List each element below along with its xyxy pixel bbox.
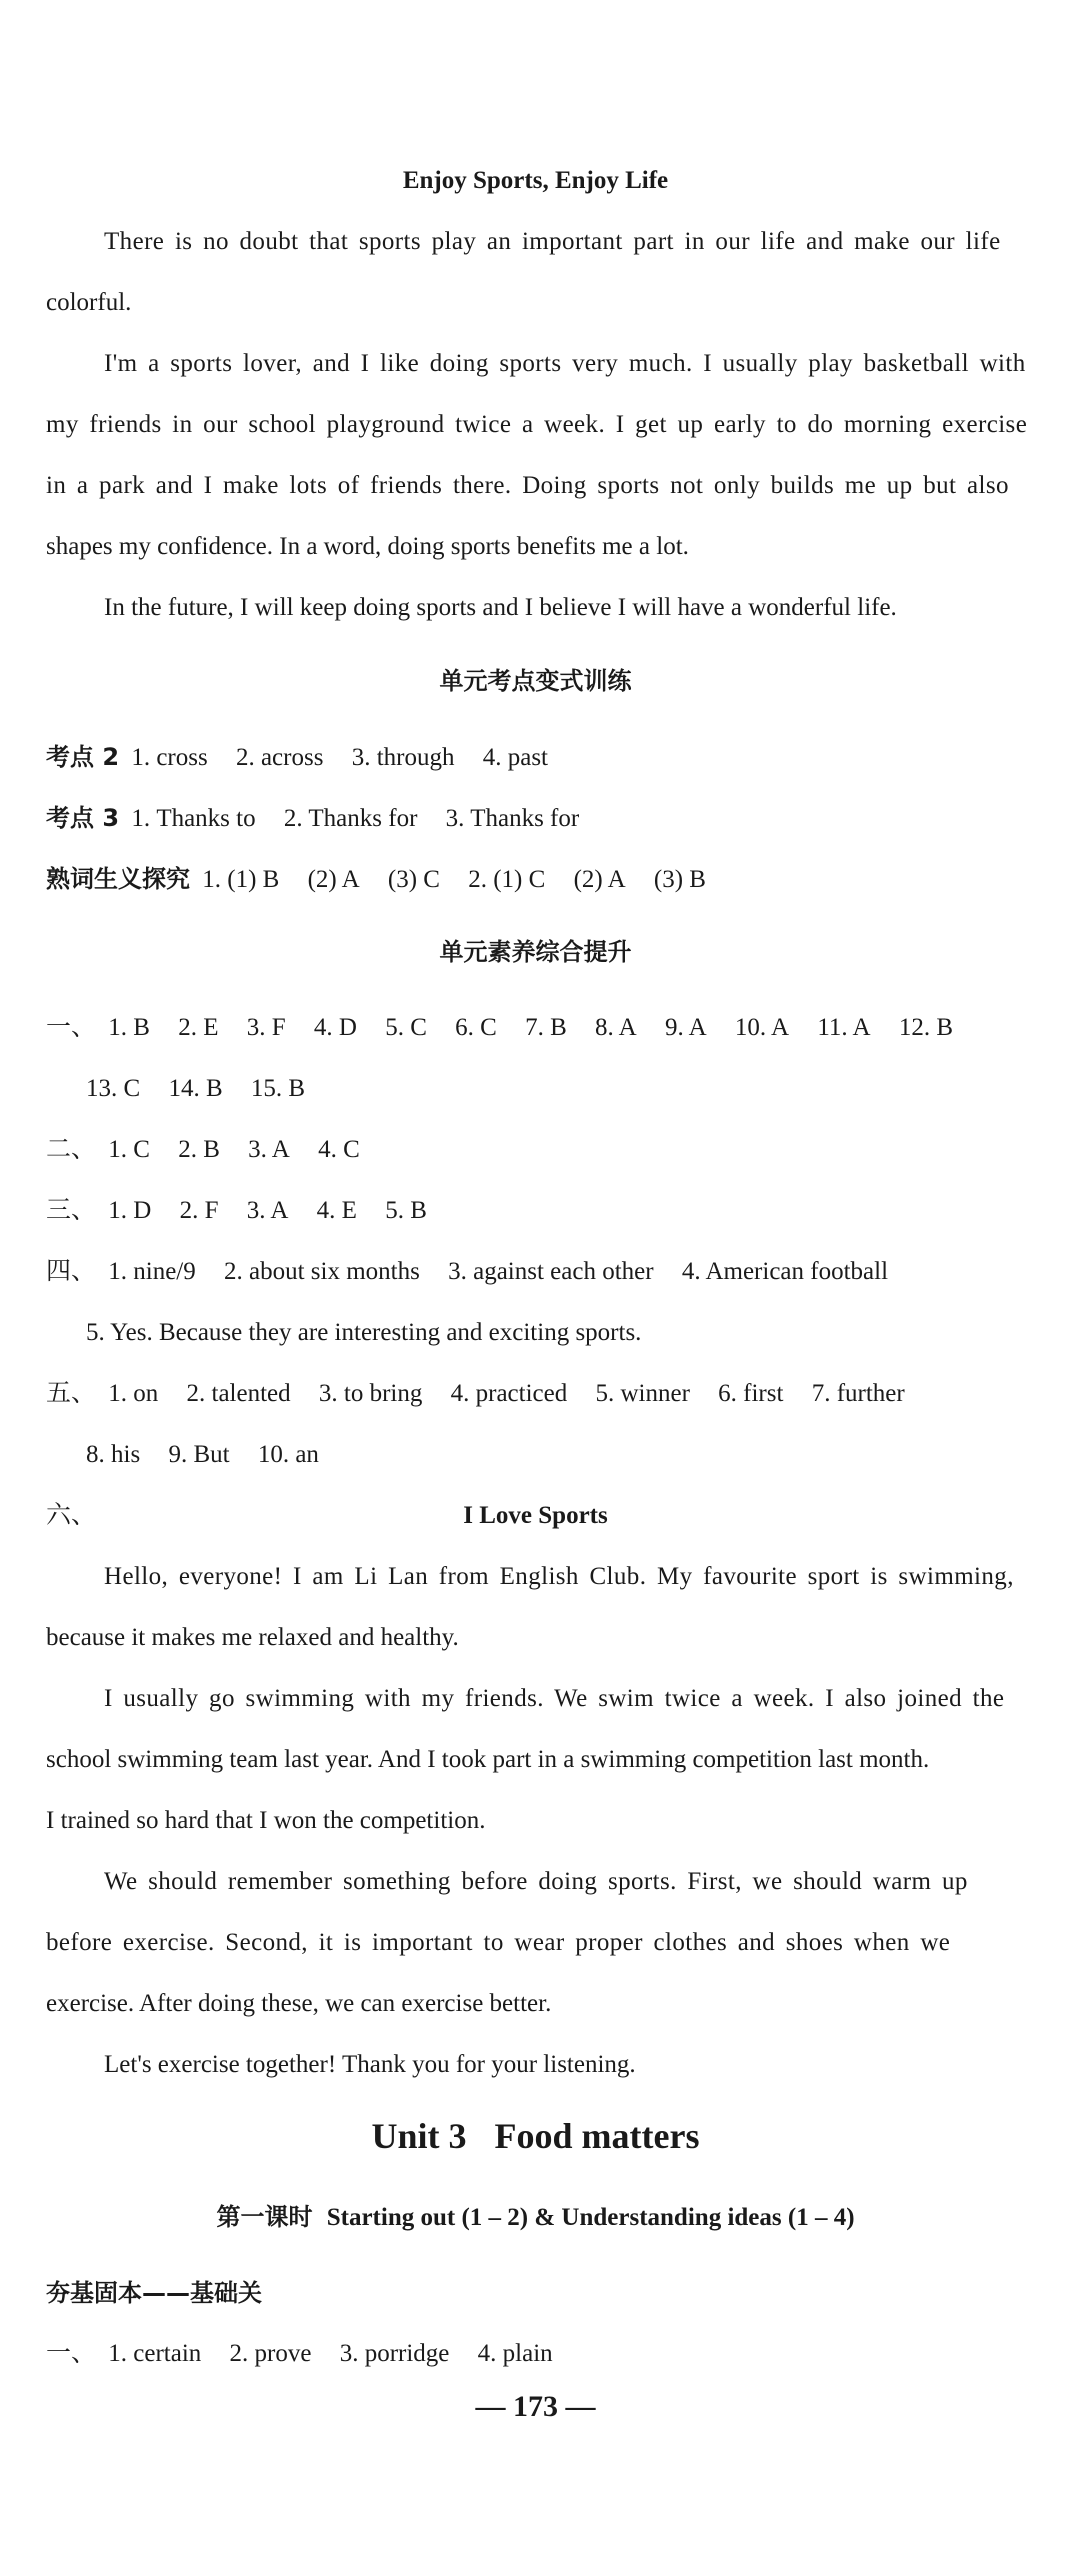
answer-item: 1. cross xyxy=(131,744,208,771)
answer-item: 5. B xyxy=(385,1197,427,1224)
answer-item: 2. across xyxy=(235,744,324,771)
answer-item: 10. A xyxy=(734,1014,790,1041)
answer-item: 15. B xyxy=(250,1075,306,1102)
answer-item: 1. nine/9 xyxy=(108,1258,196,1285)
answer-item: 3. F xyxy=(246,1014,286,1041)
answer-item: 3. A xyxy=(248,1136,290,1163)
lesson-name: Starting out (1 – 2) & Understanding ideas (1 – 4) xyxy=(326,2204,855,2231)
answer-item: 14. B xyxy=(168,1075,223,1102)
answer-item: 1. D xyxy=(108,1197,152,1224)
answer-item: 4. plain xyxy=(477,2340,553,2367)
kaodian3-label: 考点 3 xyxy=(46,804,120,832)
answer-item: 2. Thanks for xyxy=(283,805,418,832)
essay-line: There is no doubt that sports play an important part in our life and make our life xyxy=(104,228,1001,255)
essay-line: my friends in our school playground twice a week. I get up early to do morning exercise xyxy=(46,411,1028,438)
answer-item: 13. C xyxy=(86,1075,141,1102)
essay-line: I usually go swimming with my friends. We swim twice a week. I also joined the xyxy=(104,1685,1005,1712)
answer-row-q5 xyxy=(46,1377,927,1411)
essay-line: exercise. After doing these, we can exercise better. xyxy=(46,1990,552,2017)
answer-item: 1. (1) B xyxy=(202,866,280,893)
answer-item: (3) C xyxy=(387,866,440,893)
answer-row-kaodian3 xyxy=(46,801,601,836)
answer-item: 4. E xyxy=(316,1197,357,1224)
answer-item: 1. certain xyxy=(108,2340,202,2367)
answer-item: 11. A xyxy=(817,1014,871,1041)
answer-item: 5. C xyxy=(385,1014,427,1041)
shuciyi-label: 熟词生义探究 xyxy=(46,865,190,893)
answer-item: 7. B xyxy=(525,1014,567,1041)
answer-item: 3. porridge xyxy=(339,2340,450,2367)
answer-row-q1 xyxy=(46,1011,975,1045)
essay-line: colorful. xyxy=(46,289,132,316)
essay-line: I trained so hard that I won the competition. xyxy=(46,1807,486,1834)
answer-item: 3. to bring xyxy=(318,1380,423,1407)
essay-line: shapes my confidence. In a word, doing sports benefits me a lot. xyxy=(46,533,689,560)
answer-row-shuciyi xyxy=(46,862,728,897)
answer-item: 3. against each other xyxy=(448,1258,654,1285)
essay-line: because it makes me relaxed and healthy. xyxy=(46,1624,459,1651)
lesson-title xyxy=(0,2200,1071,2235)
essay-line: I'm a sports lover, and I like doing sports very much. I usually play basketball with xyxy=(104,350,1026,377)
answer-item: 1. on xyxy=(108,1380,159,1407)
essay-line: school swimming team last year. And I took part in a swimming competition last month. xyxy=(46,1746,930,1773)
answer-item: 10. an xyxy=(257,1441,319,1468)
essay-line: Hello, everyone! I am Li Lan from English Club. My favourite sport is swimming, xyxy=(104,1563,1014,1590)
answer-item: 1. C xyxy=(108,1136,150,1163)
answer-row-q3 xyxy=(46,1194,449,1228)
answer-item: 3. Thanks for xyxy=(445,805,580,832)
answer-item: (2) A xyxy=(307,866,360,893)
answer-item: 4. practiced xyxy=(450,1380,568,1407)
answer-item: 6. C xyxy=(455,1014,497,1041)
answer-item: (3) B xyxy=(653,866,706,893)
page-number: — 173 — xyxy=(475,2390,596,2423)
answer-row-q4 xyxy=(46,1255,910,1289)
essay-line: In the future, I will keep doing sports and I believe I will have a wonderful life. xyxy=(104,594,897,621)
essay-title: Enjoy Sports, Enjoy Life xyxy=(402,167,669,194)
q1-label: 一、 xyxy=(46,1014,97,1041)
q2-label: 二、 xyxy=(46,1136,97,1163)
answer-item: 4. American football xyxy=(681,1258,889,1285)
answer-row-q5-cont xyxy=(86,1438,341,1472)
answer-row-q4-cont: 5. Yes. Because they are interesting and exciting sports. xyxy=(86,1319,642,1346)
answer-item: 8. A xyxy=(595,1014,637,1041)
answer-item: 9. A xyxy=(664,1014,707,1041)
q4-label: 四、 xyxy=(46,1258,97,1285)
essay-line: Let's exercise together! Thank you for your listening. xyxy=(104,2051,636,2078)
answer-item: 8. his xyxy=(86,1441,141,1468)
q6-label: 六、 xyxy=(46,1502,97,1529)
essay-line: We should remember something before doing sports. First, we should warm up xyxy=(104,1868,968,1895)
answer-row-q2 xyxy=(46,1133,382,1167)
answer-item: 2. F xyxy=(179,1197,219,1224)
lesson-label: 第一课时 xyxy=(216,2203,313,2231)
unit-title xyxy=(0,2114,1071,2158)
answer-item: 9. But xyxy=(168,1441,230,1468)
section-title: 单元素养综合提升 xyxy=(439,938,632,966)
answer-item: 1. Thanks to xyxy=(131,805,256,832)
q3-label: 三、 xyxy=(46,1197,97,1224)
answer-item: 2. prove xyxy=(229,2340,312,2367)
answer-item: 2. talented xyxy=(186,1380,291,1407)
unit-label: Unit 3 xyxy=(371,2116,467,2156)
answer-item: 6. first xyxy=(718,1380,784,1407)
answer-item: 4. past xyxy=(482,744,548,771)
essay-title: I Love Sports xyxy=(463,1502,608,1529)
answer-row-q1-cont xyxy=(86,1072,327,1106)
answer-item: 3. through xyxy=(351,744,455,771)
answer-item: 5. winner xyxy=(595,1380,690,1407)
answer-item: (2) A xyxy=(573,866,626,893)
answer-item: 2. (1) C xyxy=(468,866,546,893)
answer-row-unit3-q1 xyxy=(46,2337,575,2371)
answer-item: 12. B xyxy=(898,1014,954,1041)
answer-item: 2. B xyxy=(178,1136,220,1163)
answer-item: 7. further xyxy=(811,1380,905,1407)
answer-row-kaodian2 xyxy=(46,740,570,775)
answer-item: 2. E xyxy=(178,1014,219,1041)
answer-item: 4. D xyxy=(313,1014,357,1041)
answer-item: 2. about six months xyxy=(224,1258,420,1285)
answer-item: 4. C xyxy=(318,1136,360,1163)
kaodian2-label: 考点 2 xyxy=(46,743,120,771)
q5-label: 五、 xyxy=(46,1380,97,1407)
basics-title: 夯基固本——基础关 xyxy=(46,2279,262,2307)
unit3-q1-label: 一、 xyxy=(46,2340,97,2367)
answer-item: 3. A xyxy=(246,1197,289,1224)
answer-item: 1. B xyxy=(108,1014,150,1041)
essay-line: in a park and I make lots of friends there. Doing sports not only builds me up but also xyxy=(46,472,1009,499)
unit-name: Food matters xyxy=(494,2116,700,2156)
section-title: 单元考点变式训练 xyxy=(439,667,632,695)
essay-line: before exercise. Second, it is important to wear proper clothes and shoes when we xyxy=(46,1929,951,1956)
